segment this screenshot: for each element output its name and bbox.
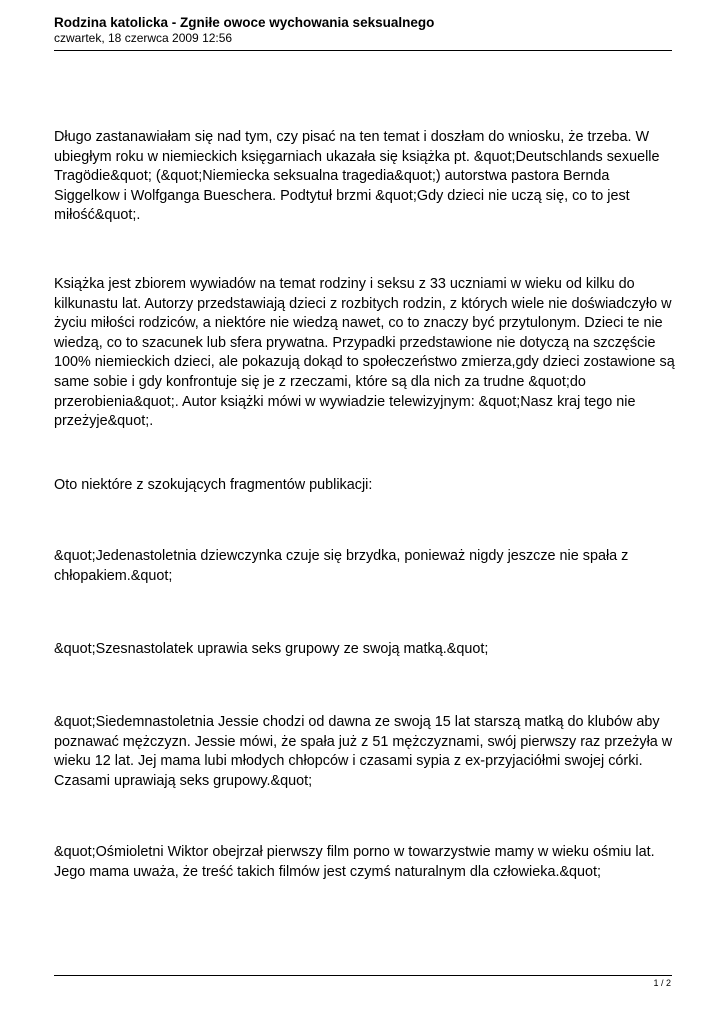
quote-paragraph: &quot;Jedenastoletnia dziewczynka czuje się brzydka, ponieważ nigdy jeszcze nie spała z chłopakiem.&quot; [54, 548, 629, 584]
page-number: 1 / 2 [653, 978, 671, 988]
header-divider [54, 50, 672, 51]
paragraph-book-description: Książka jest zbiorem wywiadów na temat rodziny i seksu z 33 uczniami w wieku od kilku do kilkunastu lat. Autorzy przedstawiają dzieci z rozbitych rodzin, z których wiele nie doświadczyło w życiu miłości rodziców, a niektóre nie wiedzą nawet, co to znaczy być przytulonym. Dzieci te nie wiedzą, co to szacunek lub sfera prywatna. Przypadki przedstawione nie dotyczą na szczęście 100% niemieckich dzieci, ale pokazują dokąd to społeczeństwo zmierza,gdy dzieci zostawione są same sobie i gdy konfrontuje się je z rzeczami, które są dla nich za trudne &quot;do przerobienia&quot;. Autor książki mówi w wywiadzie telewizyjnym: &quot;Nasz kraj tego nie przeżyje&quot;. [54, 276, 675, 430]
document-header [54, 14, 674, 46]
quote-paragraph: &quot;Siedemnastoletnia Jessie chodzi od dawna ze swoją 15 lat starszą matką do klubów aby poznawać mężczyzn. Jessie mówi, że spała już z 51 mężczyznami, swój pierwszy raz przeżyła w wieku 12 lat. Jej mama lubi młodych chłopców i czasami sypia z ex-przyjaciółmi swojej córki. Czasami uprawiają seks grupowy.&quot; [54, 714, 673, 789]
footer-divider [54, 975, 672, 976]
quote-paragraph: &quot;Ośmioletni Wiktor obejrzał pierwszy film porno w towarzystwie mamy w wieku ośmiu lat. Jego mama uważa, że treść takich filmów jest czymś naturalnym dla człowieka.&quot; [54, 844, 655, 880]
article-date: czwartek, 18 czerwca 2009 12:56 [54, 31, 233, 45]
quote-paragraph: &quot;Szesnastolatek uprawia seks grupowy ze swoją matką.&quot; [54, 641, 489, 657]
paragraph-fragments-intro: Oto niektóre z szokujących fragmentów publikacji: [54, 477, 373, 493]
paragraph-intro: Długo zastanawiałam się nad tym, czy pisać na ten temat i doszłam do wniosku, że trzeba. W ubiegłym roku w niemieckich księgarniach ukazała się książka pt. &quot;Deutschlands sexuelle Tragödie&quot; (&quot;Niemiecka seksualna tragedia&quot;) autorstwa pastora Bernda Siggelkow i Wolfganga Bueschera. Podtytuł brzmi &quot;Gdy dzieci nie uczą się, co to jest miłość&quot;. [54, 129, 660, 224]
article-title: Rodzina katolicka - Zgniłe owoce wychowania seksualnego [54, 15, 435, 30]
